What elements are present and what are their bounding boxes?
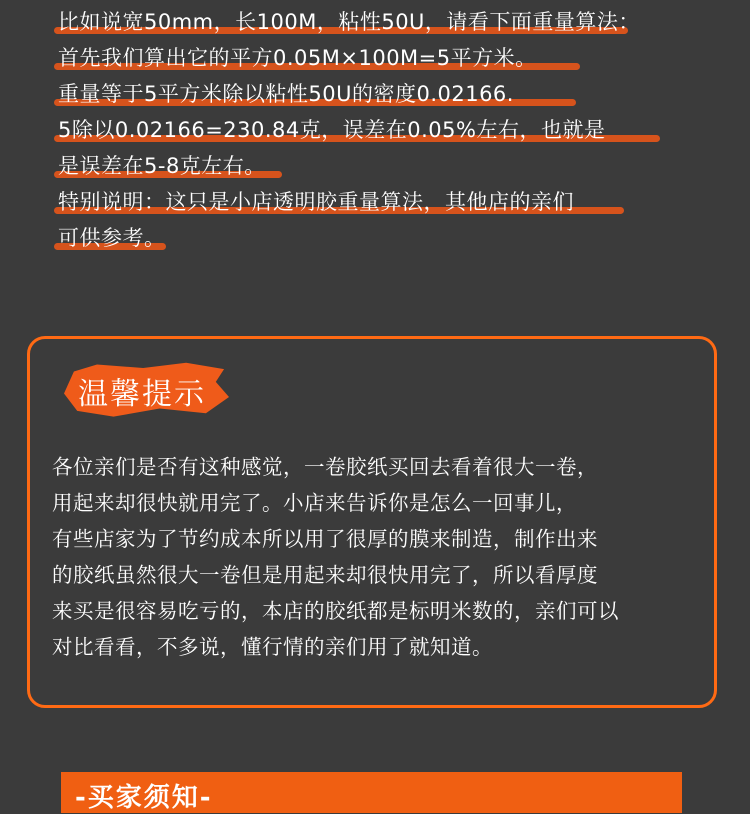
tips-line: 来买是很容易吃亏的，本店的胶纸都是标明米数的，亲们可以	[52, 599, 619, 623]
tips-line: 的胶纸虽然很大一卷但是用起来却很快用完了，所以看厚度	[52, 563, 598, 587]
weight-calc-line: 5除以0.02166=230.84克，误差在0.05%左右，也就是	[58, 112, 718, 148]
weight-calc-line: 可供参考。	[58, 220, 718, 256]
tips-body	[52, 449, 702, 665]
weight-calculation	[58, 4, 718, 256]
tips-line: 用起来却很快就用完了。小店来告诉你是怎么一回事儿，	[52, 491, 577, 515]
weight-calc-line: 首先我们算出它的平方0.05M×100M=5平方米。	[58, 40, 718, 76]
tips-line: 对比看看，不多说，懂行情的亲们用了就知道。	[52, 635, 493, 659]
buyer-notice-bar	[61, 772, 682, 813]
weight-calc-line: 是误差在5-8克左右。	[58, 148, 718, 184]
tips-heading: 温馨提示	[78, 377, 206, 412]
weight-calc-line: 特别说明：这只是小店透明胶重量算法，其他店的亲们	[58, 184, 718, 220]
tips-line: 有些店家为了节约成本所以用了很厚的膜来制造，制作出来	[52, 527, 598, 551]
weight-calc-line: 比如说宽50mm，长100M，粘性50U，请看下面重量算法：	[58, 4, 718, 40]
tips-line: 各位亲们是否有这种感觉，一卷胶纸买回去看着很大一卷，	[52, 455, 598, 479]
buyer-notice-title: -买家须知-	[75, 783, 213, 813]
tips-heading-badge	[64, 361, 229, 419]
weight-calc-line: 重量等于5平方米除以粘性50U的密度0.02166.	[58, 76, 718, 112]
tips-box	[27, 336, 717, 708]
